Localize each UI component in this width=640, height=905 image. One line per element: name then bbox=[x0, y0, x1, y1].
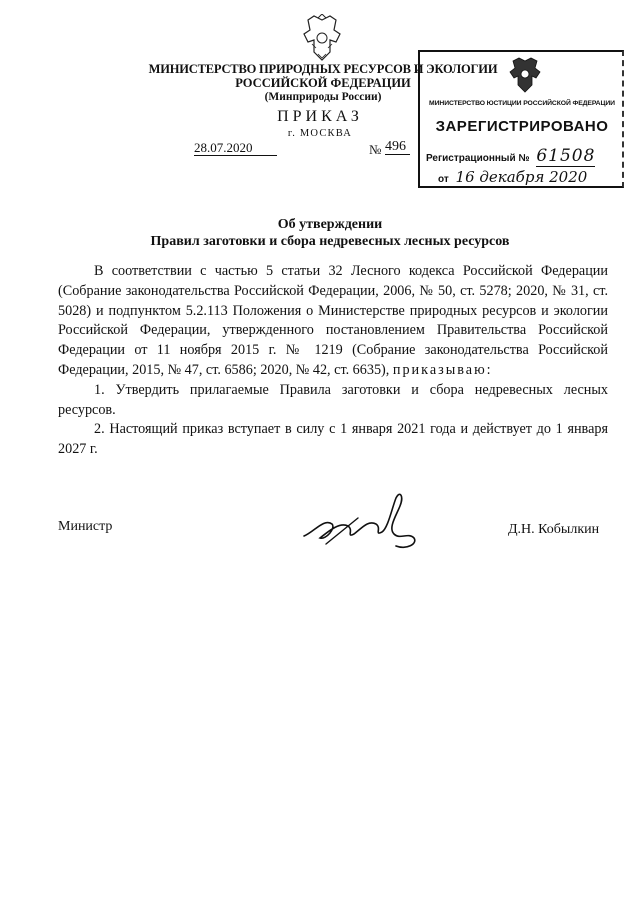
stamp-coat-of-arms-icon bbox=[508, 56, 542, 94]
ministry-name-line1: МИНИСТЕРСТВО ПРИРОДНЫХ РЕСУРСОВ И ЭКОЛОГИИ bbox=[148, 62, 498, 76]
signer-position: Министр bbox=[58, 519, 113, 534]
handwritten-signature bbox=[296, 488, 426, 560]
order-word: приказываю: bbox=[392, 361, 493, 378]
ministry-short-name: (Минприроды России) bbox=[264, 91, 382, 103]
document-number-label: № bbox=[369, 142, 382, 157]
document-city: г. МОСКВА bbox=[287, 128, 353, 139]
document-number: 496 bbox=[385, 139, 410, 155]
stamp-date-label: от bbox=[438, 174, 449, 185]
ministry-name-line2: РОССИЙСКОЙ ФЕДЕРАЦИИ bbox=[235, 76, 411, 90]
coat-of-arms-icon bbox=[300, 14, 344, 64]
stamp-ministry: МИНИСТЕРСТВО ЮСТИЦИИ РОССИЙСКОЙ ФЕДЕРАЦИИ bbox=[429, 100, 615, 107]
stamp-reg-number-row bbox=[426, 146, 595, 166]
signer-name: Д.Н. Кобылкин bbox=[508, 522, 600, 537]
item-1: 1. Утвердить прилагаемые Правила заготовки и сбора недревесных лесных ресурсов. bbox=[58, 381, 608, 418]
document-body bbox=[58, 262, 608, 460]
preamble-text: В соответствии с частью 5 статьи 32 Лесного кодекса Российской Федерации (Собрание законодательства Российской Федерации, 2006, № 50, ст. 5278; 2020, № 31, ст. 5028) и подпунктом 5.2.113 Положения о Министерстве природных ресурсов и экологии Российской Федерации, утвержденного постановлением Правительства Российской Федерации от 11 ноября 2015 г. № 1219 (Собрание законодательства Российской Федерации, 2015, № 47, ст. 6586; 2020, № 42, ст. 6635), bbox=[58, 263, 608, 378]
title-line1: Об утверждении bbox=[277, 217, 383, 232]
preamble-paragraph bbox=[58, 262, 608, 381]
item-2: 2. Настоящий приказ вступает в силу с 1 января 2021 года и действует до 1 января 2027 г. bbox=[58, 421, 608, 458]
document-title bbox=[80, 216, 580, 250]
title-line2: Правил заготовки и сбора недревесных лесных ресурсов bbox=[150, 234, 510, 249]
document-type: ПРИКАЗ bbox=[277, 108, 363, 125]
stamp-status: ЗАРЕГИСТРИРОВАНО bbox=[435, 118, 609, 135]
document-date: 28.07.2020 bbox=[194, 141, 277, 156]
registration-stamp bbox=[418, 50, 624, 188]
stamp-date: 16 декабря 2020 bbox=[455, 168, 588, 186]
stamp-reg-number-label: Регистрационный № bbox=[426, 153, 530, 164]
stamp-reg-number: 61508 bbox=[536, 146, 596, 166]
stamp-date-row bbox=[438, 168, 587, 186]
